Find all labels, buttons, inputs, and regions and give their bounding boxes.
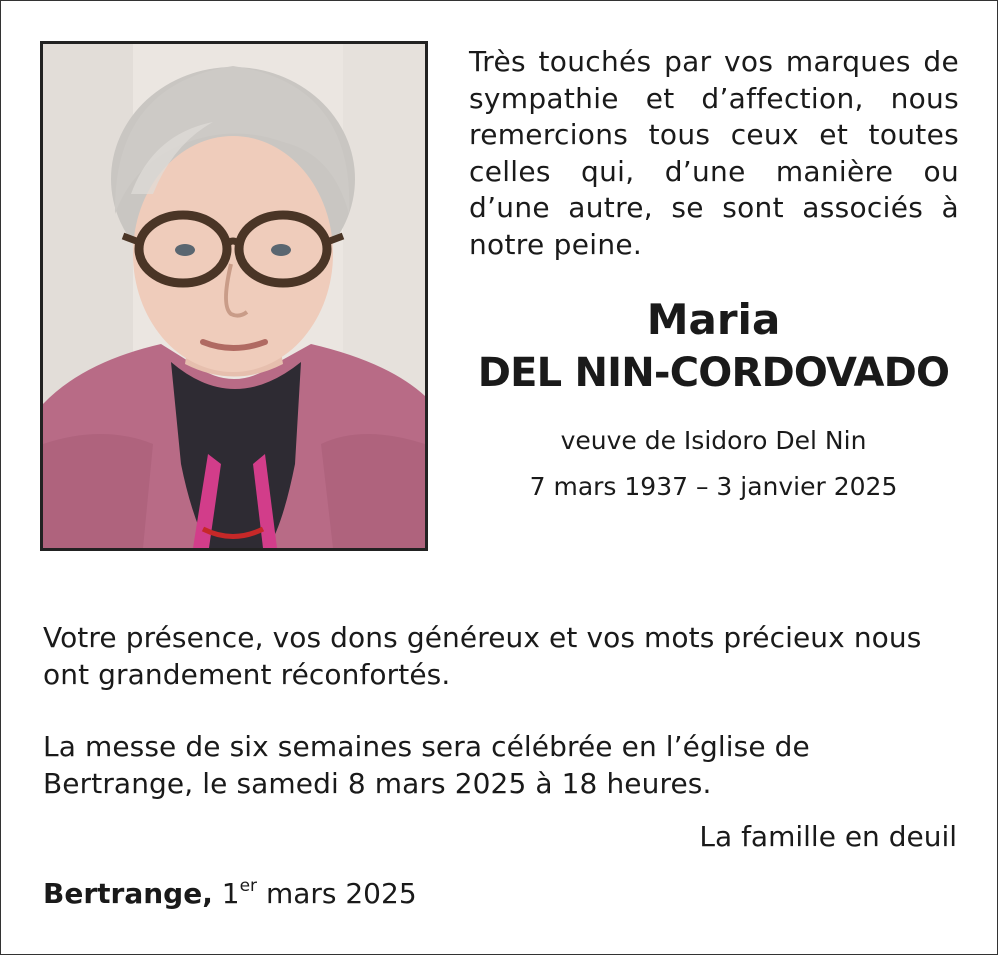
date-day-suffix: er — [239, 875, 258, 896]
date-month-year: mars 2025 — [265, 877, 417, 910]
thanks-paragraph: Votre présence, vos dons généreux et vos mots précieux nous ont grandement réconfortés. — [43, 621, 922, 691]
thanks-intro-text: Très touchés par vos marques de sympathie et d’affection, nous remercions tous ceux et toutes celles qui, d’une manière ou d’une autre, se sont associés à notre peine. — [469, 45, 959, 261]
place-name: Bertrange, — [43, 877, 213, 910]
deceased-first-name: Maria — [646, 295, 781, 344]
date-day: 1 — [221, 877, 240, 910]
family-signature: La famille en deuil — [699, 820, 957, 853]
mass-announcement: La messe de six semaines sera célébrée en l’église de Bertrange, le samedi 8 mars 2025 à 18 heures. — [43, 730, 810, 800]
widow-of-text: veuve de Isidoro Del Nin — [560, 426, 867, 455]
deceased-last-name: DEL NIN-CORDOVADO — [477, 350, 950, 396]
portrait-photo — [40, 41, 428, 551]
life-dates: 7 mars 1937 – 3 janvier 2025 — [529, 472, 898, 501]
place-and-date — [43, 875, 417, 912]
portrait-illustration — [43, 44, 425, 548]
